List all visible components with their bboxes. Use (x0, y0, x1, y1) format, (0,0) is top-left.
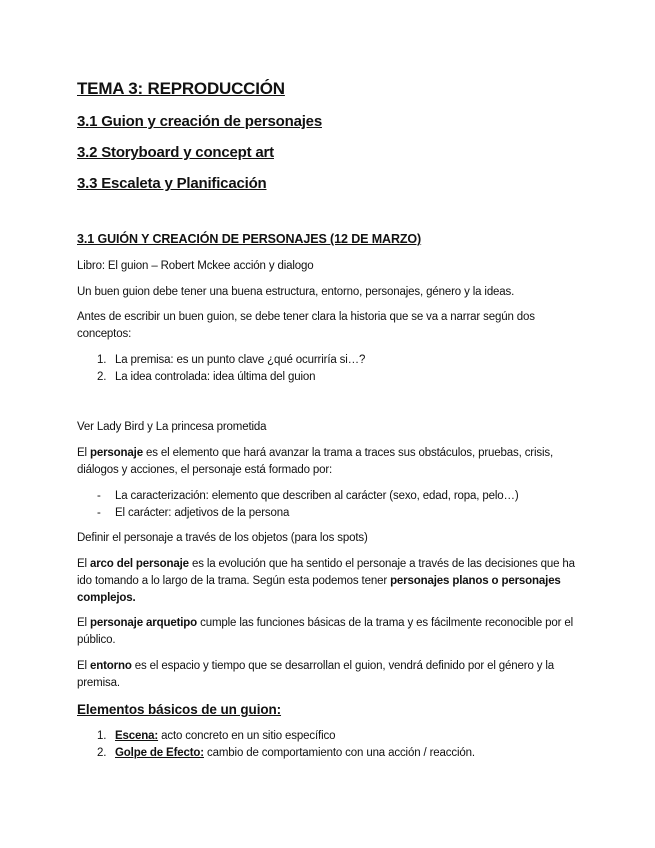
concept-list-item (77, 369, 315, 386)
element-description: acto concreto en un sitio específico (158, 730, 336, 742)
toc-item-3: 3.3 Escaleta y Planificación (77, 175, 267, 192)
list-item-text: El carácter: adjetivos de la persona (115, 507, 290, 519)
personaje-list-item (77, 505, 289, 522)
define-line: Definir el personaje a través de los objetos (para los spots) (77, 532, 368, 544)
arquetipo-term: personaje arquetipo (89, 617, 198, 629)
elements-heading: Elementos básicos de un guion: (77, 702, 282, 717)
list-marker: 1. (97, 354, 107, 366)
list-marker: - (97, 507, 101, 519)
entorno-paragraph: El entorno es el espacio y tiempo que se desarrollan el guion, vendrá definido por el género y la premisa. (77, 660, 555, 689)
entorno-term: entorno (89, 660, 132, 672)
element-term: Escena: (115, 730, 159, 742)
list-item-text: La caracterización: elemento que describen al carácter (sexo, edad, ropa, pelo…) (115, 490, 519, 502)
personaje-list-item (77, 488, 519, 505)
element-description: cambio de comportamiento con una acción / reacción. (203, 747, 475, 759)
personajes-types-term: personajes planos o personajes complejos. (77, 575, 561, 604)
section-heading: 3.1 GUIÓN Y CREACIÓN DE PERSONAJES (12 DE MARZO) (77, 232, 422, 246)
list-marker: 2. (97, 371, 107, 383)
list-item-text: La premisa: es un punto clave ¿qué ocurriría si…? (115, 354, 366, 366)
personaje-term: personaje (89, 447, 143, 459)
arco-paragraph: El arco del personaje es la evolución que ha sentido el personaje a través de las decisiones que ha ido tomando a lo largo de la trama. Según esta podemos tener personajes planos o personajes complejos. (77, 558, 575, 604)
before-writing-paragraph: Antes de escribir un buen guion, se debe tener clara la historia que se va a narrar según dos conceptos: (77, 311, 535, 340)
toc-item-1: 3.1 Guion y creación de personajes (77, 113, 322, 130)
arquetipo-paragraph: El personaje arquetipo cumple las funciones básicas de la trama y es fácilmente reconocible por el público. (77, 617, 574, 646)
element-term: Golpe de Efecto: (115, 747, 204, 759)
book-line: Libro: El guion – Robert Mckee acción y dialogo (77, 260, 314, 272)
document-title: TEMA 3: REPRODUCCIÓN (77, 79, 285, 98)
toc-item-2: 3.2 Storyboard y concept art (77, 144, 274, 161)
concept-list-item (77, 352, 365, 369)
list-marker: 1. (97, 730, 107, 742)
personaje-paragraph: El personaje es el elemento que hará avanzar la trama a traces sus obstáculos, pruebas, crisis, diálogos y acciones, el personaje está formado por: (77, 447, 554, 476)
watch-line: Ver Lady Bird y La princesa prometida (77, 421, 267, 433)
element-list-item (77, 745, 475, 762)
element-list-item (77, 728, 335, 745)
arco-term: arco del personaje (89, 558, 189, 570)
structure-line: Un buen guion debe tener una buena estructura, entorno, personajes, género y la ideas. (77, 286, 515, 298)
list-marker: - (97, 490, 101, 502)
list-marker: 2. (97, 747, 107, 759)
list-item-text: La idea controlada: idea última del guion (115, 371, 316, 383)
